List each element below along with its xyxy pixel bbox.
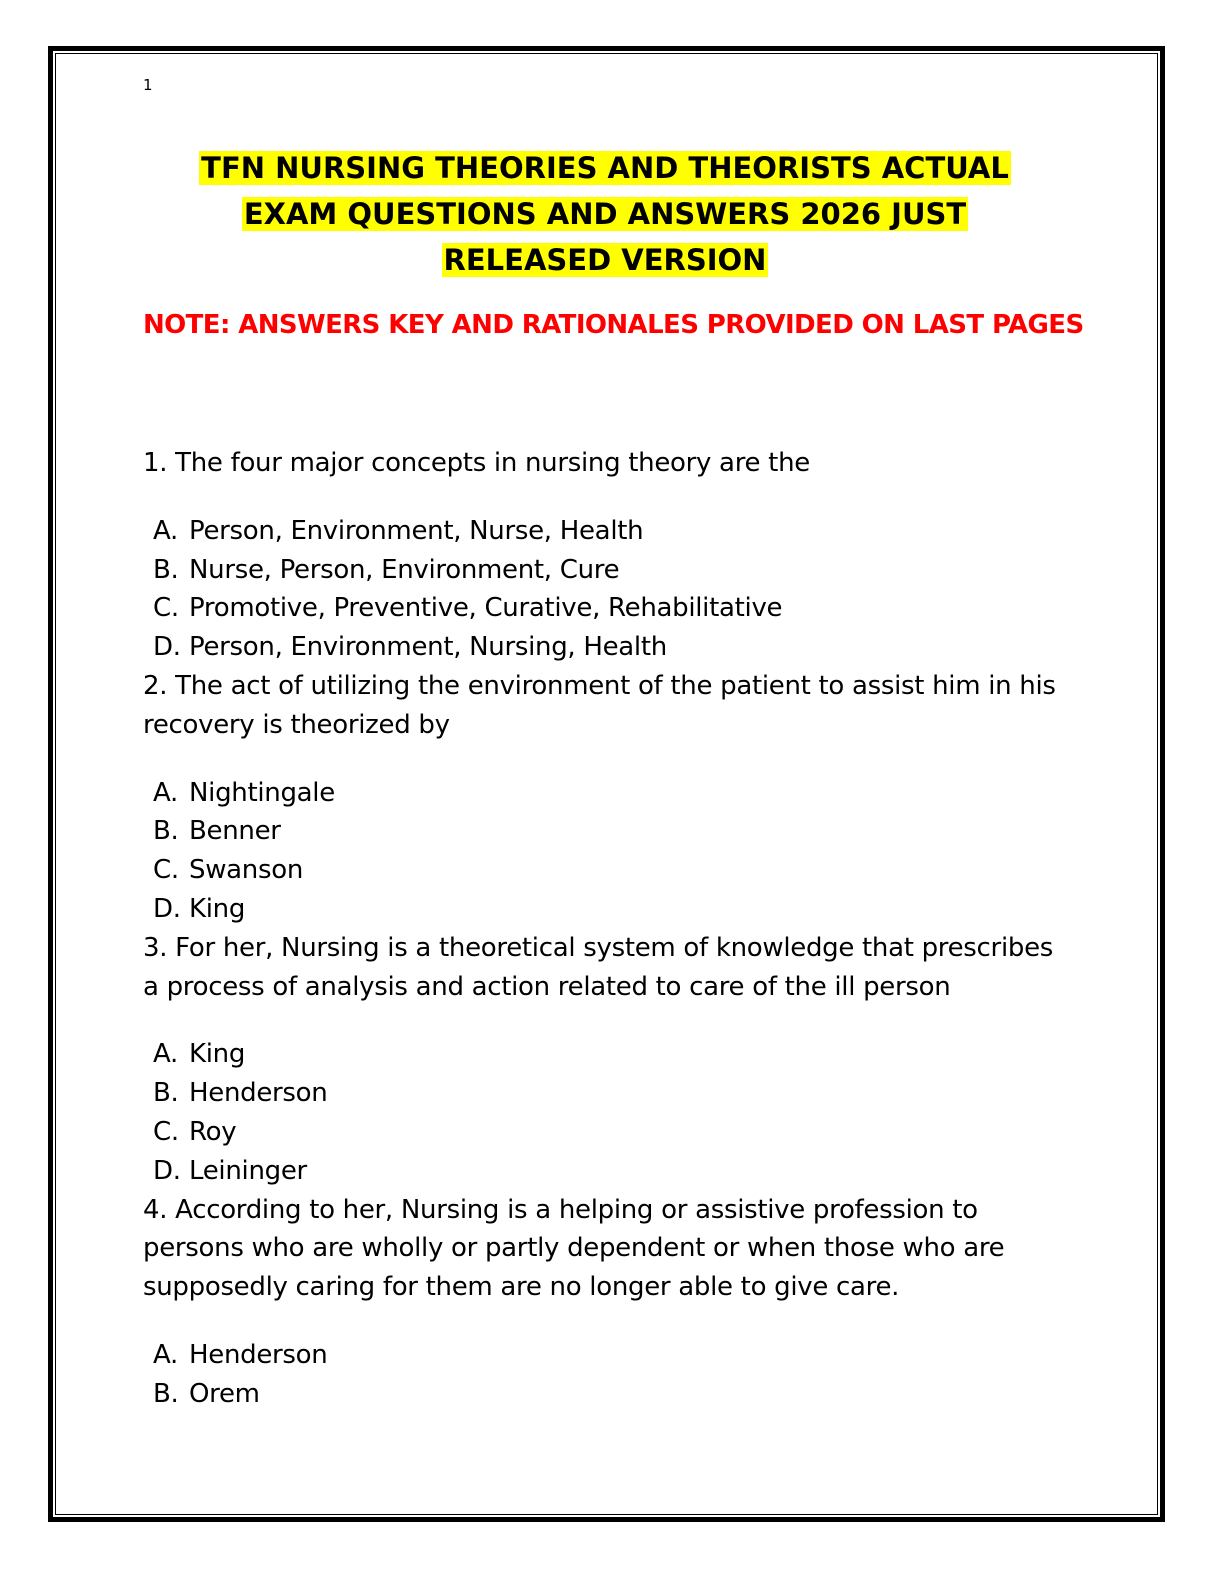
option-letter: D. [153,1155,181,1186]
answer-options [143,774,1083,929]
answer-option [143,628,1083,667]
option-letter: B. [153,1078,179,1109]
option-letter: A. [153,515,178,546]
option-letter: B. [153,554,179,585]
option-text: Henderson [189,1339,328,1370]
title-line-3: RELEASED VERSION [443,243,767,277]
option-text: King [189,1039,246,1070]
answer-options [143,512,1083,667]
answer-option [143,890,1083,929]
option-letter: C. [153,855,179,886]
option-letter: D. [153,893,181,924]
option-letter: C. [153,593,179,624]
option-text: Orem [189,1378,260,1409]
title-line-1: TFN NURSING THEORIES AND THEORISTS ACTUAL [201,151,1009,185]
answer-option [143,589,1083,628]
option-text: Person, Environment, Nurse, Health [189,515,644,546]
answer-option [143,1375,1083,1414]
option-text: Leininger [189,1155,307,1186]
answer-option [143,1152,1083,1191]
option-letter: A. [153,1339,178,1370]
question-text [143,667,1083,745]
option-text: Roy [189,1116,237,1147]
option-letter: C. [153,1116,179,1147]
answers-note: NOTE: ANSWERS KEY AND RATIONALES PROVIDED ON LAST PAGES [143,310,1084,340]
question-block [143,667,1083,929]
spacer [143,1006,1083,1035]
question-text [143,929,1083,1007]
page-number: 1 [143,76,153,94]
question-block [143,1191,1083,1414]
option-letter: A. [153,1039,178,1070]
answer-options [143,1035,1083,1190]
option-letter: D. [153,632,181,663]
answer-options [143,1336,1083,1414]
question-line: 2. The act of utilizing the environment of the patient to assist him in his [143,670,1056,701]
answer-option [143,851,1083,890]
question-block [143,929,1083,1191]
option-letter: B. [153,1378,179,1409]
question-line: recovery is theorized by [143,709,450,740]
option-text: Benner [189,816,281,847]
question-line: 1. The four major concepts in nursing theory are the [143,448,810,478]
question-text [143,1191,1083,1307]
option-text: Henderson [189,1078,328,1109]
document-title [120,145,1090,283]
spacer [143,483,1083,512]
question-line: 4. According to her, Nursing is a helping or assistive profession to [143,1194,978,1225]
answer-option [143,1074,1083,1113]
question-line: a process of analysis and action related to care of the ill person [143,971,951,1002]
option-text: King [189,893,246,924]
question-block [143,444,1083,667]
option-text: Nightingale [189,777,335,808]
answer-option [143,1113,1083,1152]
title-line-2: EXAM QUESTIONS AND ANSWERS 2026 JUST [243,197,967,231]
question-list [143,444,1083,1414]
question-text [143,444,1083,483]
answer-option [143,1336,1083,1375]
option-text: Person, Environment, Nursing, Health [189,632,667,663]
spacer [143,745,1083,774]
option-text: Swanson [189,855,304,886]
question-line: supposedly caring for them are no longer able to give care. [143,1272,900,1303]
option-letter: A. [153,777,178,808]
option-text: Promotive, Preventive, Curative, Rehabilitative [189,593,783,624]
answer-option [143,774,1083,813]
answer-option [143,1035,1083,1074]
spacer [143,1307,1083,1336]
question-line: 3. For her, Nursing is a theoretical system of knowledge that prescribes [143,932,1054,963]
question-line: persons who are wholly or partly dependent or when those who are [143,1233,1005,1264]
answer-option [143,812,1083,851]
answer-option [143,551,1083,590]
answer-option [143,512,1083,551]
option-letter: B. [153,816,179,847]
option-text: Nurse, Person, Environment, Cure [189,554,620,585]
